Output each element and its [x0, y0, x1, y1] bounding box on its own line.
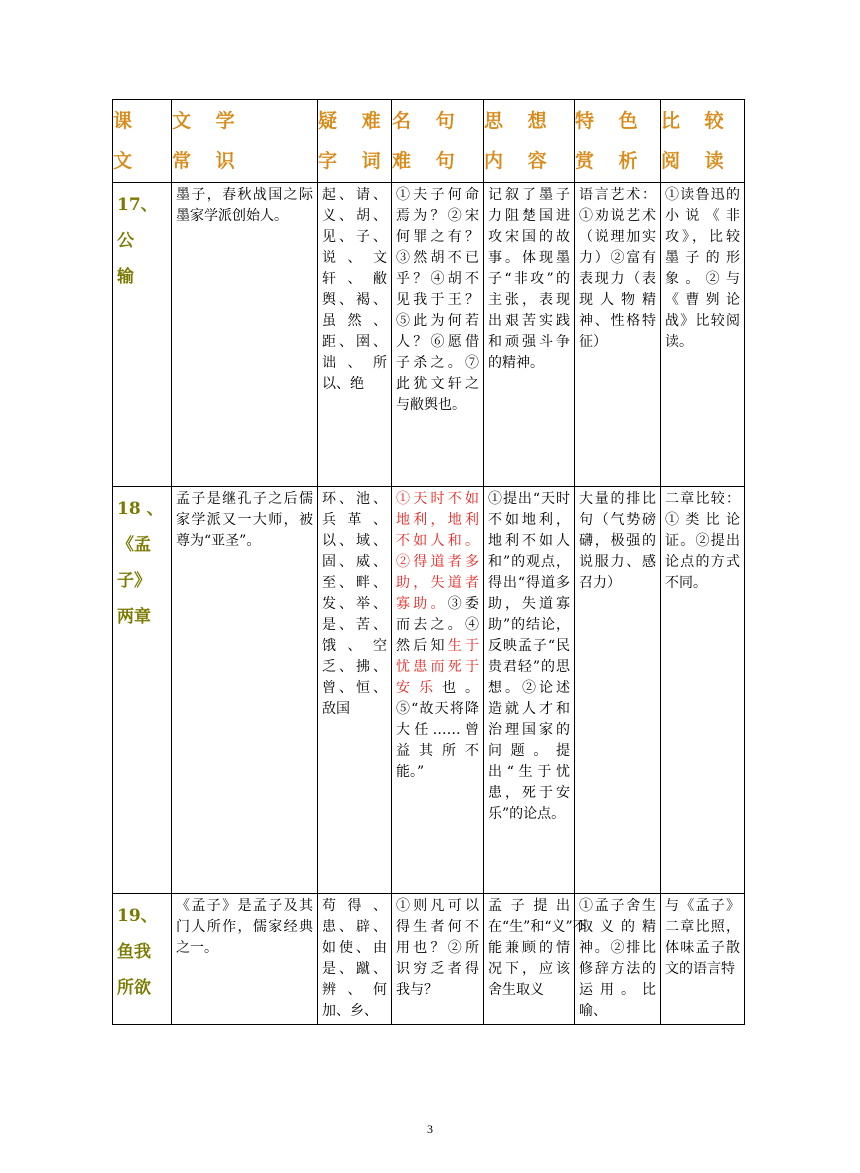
ideological-content: 孟子提出在“生”和“义”不能兼顾的情况下，应该舍生取义	[484, 894, 575, 1025]
table-row	[113, 487, 745, 894]
lesson-title: 18 、 《孟 子》 两章	[113, 487, 172, 894]
famous-sentences: ①则凡可以得生者何不用也？②所识穷乏者得我与？	[392, 894, 484, 1025]
header-row	[113, 100, 745, 183]
comparative-reading: ①读鲁迅的小说《非攻》，比较墨子的形象。②与《曹刿论战》比较阅读。	[661, 183, 745, 487]
feature-appreciation: ①孟子舍生取义的精神。②排比修辞方法的运用。比喻、	[575, 894, 661, 1025]
comparative-reading: 与《孟子》二章比照，体味孟子散文的语言特	[661, 894, 745, 1025]
highlighted-sentence: ①天时不如地利，地利不如人和。②得道者多助，失道者寡助。	[396, 491, 479, 612]
lesson-title: 17、 公 输	[113, 183, 172, 487]
ideological-content: ①提出“天时不如地利，地利不如人和”的观点，得出“得道多助，失道寡助”的结论，反映孟子“民贵君轻”的思想。②论述造就人才和治理国家的问题。提出“生于忧患，死于安乐”的论点。	[484, 487, 575, 894]
header-comparative-reading: 比 较 阅 读	[661, 100, 745, 183]
ideological-content: 记叙了墨子力阻楚国进攻宋国的故事。体现墨子“非攻”的主张，表现出艰苦实践和顽强斗争的精神。	[484, 183, 575, 487]
lesson-table	[112, 99, 745, 1025]
table-row	[113, 183, 745, 487]
highlighted-sentence: 生于忧患而死于安乐	[396, 638, 479, 696]
table-row	[113, 894, 745, 1025]
difficult-words: 苟得、患、辟、如使、由是、蹴、辨、何加、乡、	[318, 894, 392, 1025]
literary-knowledge: 《孟子》是孟子及其门人所作，儒家经典之一。	[172, 894, 318, 1025]
header-lesson: 课 文	[113, 100, 172, 183]
header-difficult-words: 疑 难 字 词	[318, 100, 392, 183]
lesson-title: 19、 鱼我 所欲	[113, 894, 172, 1025]
difficult-words: 起、请、义、胡、见、子、说、文轩、敝舆、褐、虽然、距、圉、诎、所以、绝	[318, 183, 392, 487]
comparative-reading: 二章比较：①类比论证。②提出论点的方式不同。	[661, 487, 745, 894]
page-number: 3	[427, 1122, 433, 1136]
famous-sentences: ①夫子何命焉为？②宋何罪之有？③然胡不已乎？④胡不见我于王？⑤此为何若人？⑥愿借子杀之。⑦此犹文轩之与敝舆也。	[392, 183, 484, 487]
difficult-words: 环、池、兵革、以、域、固、威、至、畔、发、举、是、苦、饿、空乏、拂、曾、恒、敌国	[318, 487, 392, 894]
header-feature-appreciation: 特 色 赏 析	[575, 100, 661, 183]
header-famous-sentences: 名 句 难 句	[392, 100, 484, 183]
feature-appreciation: 大量的排比句（气势磅礴，极强的说服力、感召力）	[575, 487, 661, 894]
literary-knowledge: 孟子是继孔子之后儒家学派又一大师，被尊为“亚圣”。	[172, 487, 318, 894]
feature-appreciation: 语言艺术：①劝说艺术（说理加实力）②富有表现力（表现人物精神、性格特征）	[575, 183, 661, 487]
famous-sentences: ①天时不如地利，地利不如人和。②得道者多助，失道者寡助。③委而去之。④然后知生于忧患而死于安乐也。⑤“故天将降大任……曾益其所不能。”	[392, 487, 484, 894]
header-ideological-content: 思 想 内 容	[484, 100, 575, 183]
header-literary-knowledge: 文 学 常 识	[172, 100, 318, 183]
literary-knowledge: 墨子，春秋战国之际墨家学派创始人。	[172, 183, 318, 487]
